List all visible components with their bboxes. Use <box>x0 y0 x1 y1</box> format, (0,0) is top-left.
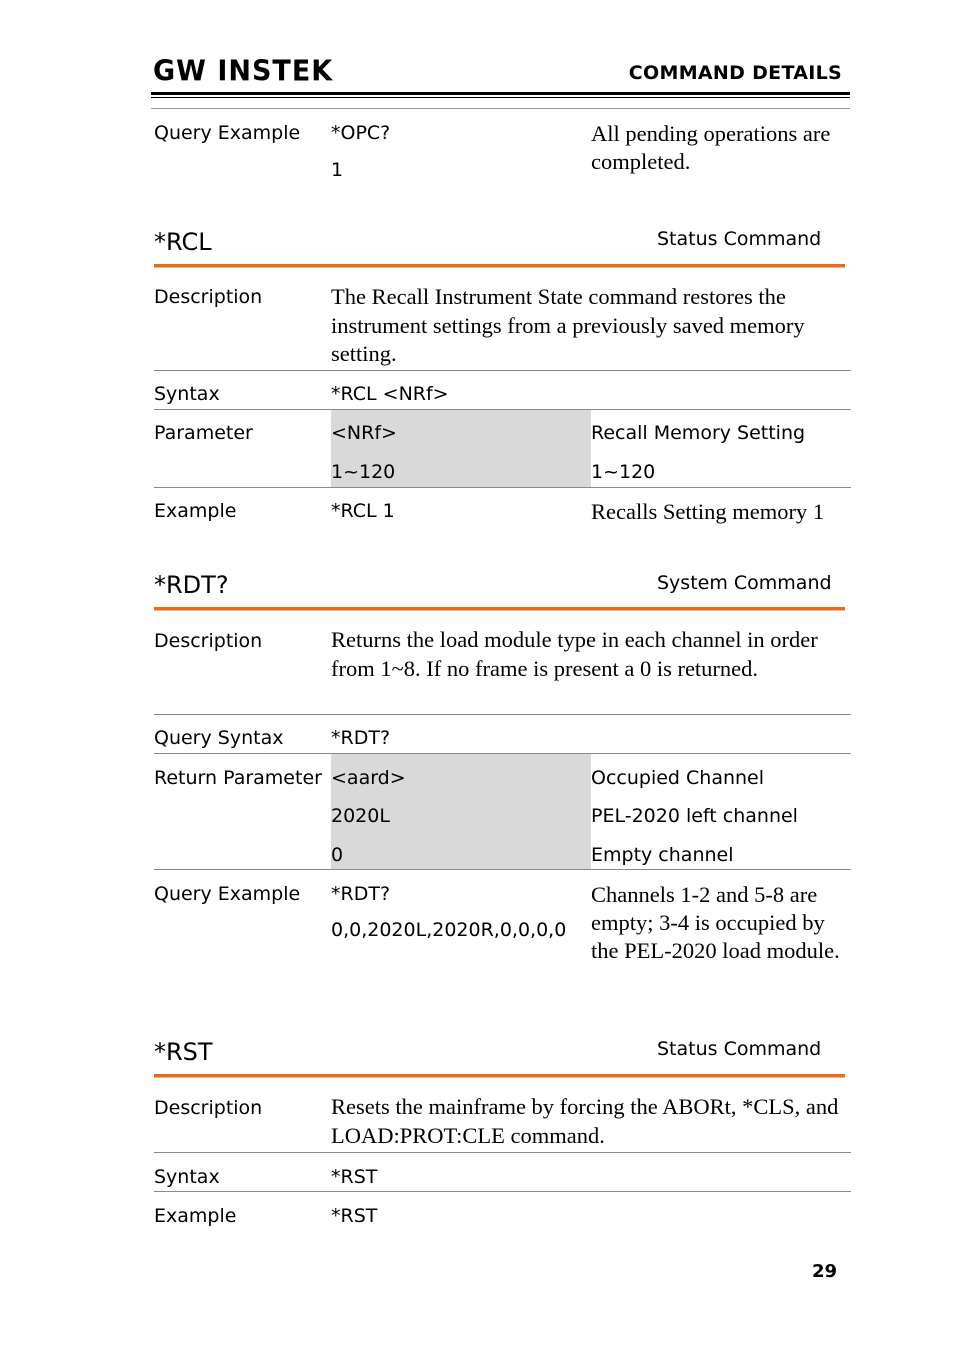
rst-description-row <box>154 1092 851 1153</box>
row-label: Description <box>154 286 263 308</box>
rdt-return-parameter-row <box>154 754 851 870</box>
rdt-query-example-row <box>154 870 851 1000</box>
command-title-rcl: *RCL <box>154 228 212 256</box>
row-label: Syntax <box>154 383 220 405</box>
rcl-parameter-row <box>154 410 851 488</box>
return-desc: PEL-2020 left channel <box>591 805 798 827</box>
return-desc: Empty channel <box>591 844 734 866</box>
example-note: Recalls Setting memory 1 <box>591 499 825 524</box>
return-value: 0 <box>331 844 344 866</box>
return-desc: Occupied Channel <box>591 767 765 789</box>
rst-syntax-row <box>154 1153 851 1192</box>
rcl-syntax-row <box>154 371 851 410</box>
parameter-name: <NRf> <box>331 422 397 444</box>
brand-logo: GW INSTEK <box>153 55 334 88</box>
row-label: Syntax <box>154 1166 220 1188</box>
query-command: *RDT? <box>331 883 391 905</box>
return-value: 2020L <box>331 805 390 827</box>
row-label: Example <box>154 500 237 522</box>
description-text: The Recall Instrument State command restores the instrument settings from a previously saved memory setting. <box>331 284 805 366</box>
return-value: <aard> <box>331 767 406 789</box>
query-response: 1 <box>331 159 344 181</box>
query-note: Channels 1-2 and 5-8 are empty; 3-4 is occupied by the PEL-2020 load module. <box>591 882 840 963</box>
row-label: Parameter <box>154 422 253 444</box>
query-note: All pending operations are completed. <box>591 121 831 174</box>
query-response: 0,0,2020L,2020R,0,0,0,0 <box>331 919 567 941</box>
page-number: 29 <box>812 1261 838 1282</box>
header-rule <box>151 92 850 95</box>
section-header-title: COMMAND DETAILS <box>628 62 842 84</box>
example-command: *RCL 1 <box>331 500 395 522</box>
row-label: Description <box>154 1097 263 1119</box>
row-label: Query Example <box>154 883 301 905</box>
syntax-text: *RST <box>331 1166 378 1188</box>
description-text: Resets the mainframe by forcing the ABORt, *CLS, and LOAD:PROT:CLE command. <box>331 1094 839 1148</box>
query-syntax-text: *RDT? <box>331 727 391 749</box>
command-title-rdt: *RDT? <box>154 571 229 599</box>
header-rule-grey <box>151 108 850 109</box>
opc-query-example-row <box>154 114 851 194</box>
command-title-rst: *RST <box>154 1038 213 1066</box>
parameter-range: 1~120 <box>331 461 396 483</box>
parameter-range-desc: 1~120 <box>591 461 656 483</box>
command-type-rdt: System Command <box>657 572 832 594</box>
row-label: Description <box>154 630 263 652</box>
rcl-description-row <box>154 281 851 371</box>
command-type-rcl: Status Command <box>657 228 822 250</box>
rdt-query-syntax-row <box>154 715 851 754</box>
section-rule-rcl <box>154 264 845 268</box>
rcl-example-row <box>154 488 851 532</box>
section-rule-rdt <box>154 607 845 611</box>
query-command: *OPC? <box>331 122 391 144</box>
row-label: Query Syntax <box>154 727 284 749</box>
row-label: Query Example <box>154 122 301 144</box>
command-type-rst: Status Command <box>657 1038 822 1060</box>
parameter-name-desc: Recall Memory Setting <box>591 422 806 444</box>
rst-example-row <box>154 1192 851 1232</box>
description-text: Returns the load module type in each channel in order from 1~8. If no frame is present a 0 is returned. <box>331 627 818 681</box>
header-rule-thin <box>151 97 850 98</box>
row-label: Return Parameter <box>154 767 322 789</box>
example-command: *RST <box>331 1205 378 1227</box>
syntax-text: *RCL <NRf> <box>331 383 449 405</box>
rdt-description-row <box>154 625 851 715</box>
section-rule-rst <box>154 1074 845 1078</box>
row-label: Example <box>154 1205 237 1227</box>
